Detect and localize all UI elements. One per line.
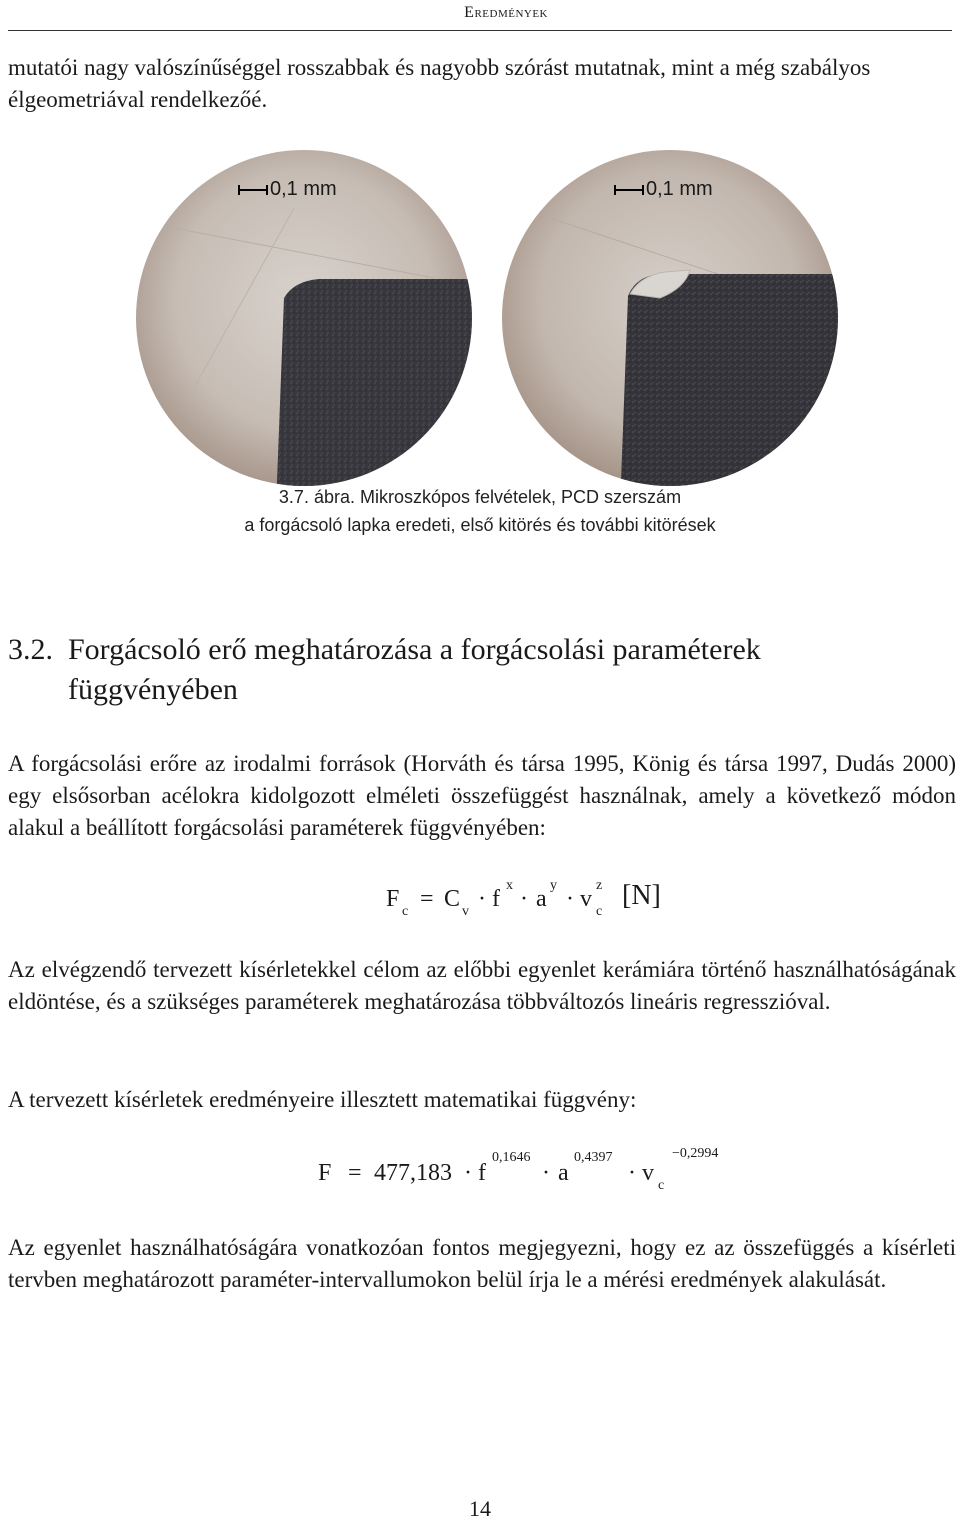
section-title-line1: Forgácsoló erő meghatározása a forgácsolási paraméterek [68, 633, 761, 666]
formula1-v-sub: c [596, 904, 603, 919]
section-title-line2: függvényében [68, 673, 238, 706]
formula2-v: v [642, 1160, 654, 1186]
formula1-f: f [492, 886, 500, 912]
paragraph-goal: Az elvégzendő tervezett kísérletekkel célom az előbbi egyenlet kerámiára történő használhatóságának eldöntése, és a szükséges paraméterek meghatározása többváltozós lineáris regresszióval. [8, 957, 956, 1014]
paragraph-validity: Az egyenlet használhatóságára vonatkozóan fontos megjegyezni, hogy ez az összefüggés a kísérleti tervben meghatározott paraméter-intervallumokon belül írja le a mérési eredmények alakulását. [8, 1235, 956, 1292]
paragraph-literature: A forgácsolási erőre az irodalmi források (Horváth és társa 1995, König és társa 1997, Dudás 2000) egy elsősorban acélokra kidolgozott elméleti összefüggést használnak, amely a következő módon alakul a beállított forgácsolási paraméterek függvényében: [8, 751, 956, 840]
paragraph-fitted: A tervezett kísérletek eredményeire illesztett matematikai függvény: [8, 1087, 637, 1112]
page-number: 14 [469, 1496, 491, 1521]
figure-caption-line2: a forgácsoló lapka eredeti, első kitörés és további kitörések [244, 515, 716, 535]
formula2-f: f [478, 1160, 486, 1186]
formula2-v-exp: −0,2994 [672, 1146, 719, 1161]
formula1-a-sup: y [550, 878, 557, 893]
formula1-C: C [444, 886, 461, 912]
figure-caption-line1: 3.7. ábra. Mikroszkópos felvételek, PCD szerszám [278, 487, 682, 507]
formula2-eq: = [348, 1160, 362, 1186]
header-rule [8, 30, 952, 31]
formula2-coef: 477,183 [374, 1160, 452, 1186]
section-number: 3.2. [8, 633, 53, 666]
formula1-dot3: · [566, 886, 574, 912]
running-header: Eredmények [464, 4, 548, 21]
formula2-dot3: · [628, 1160, 636, 1186]
formula1-F-sub: c [402, 904, 409, 919]
formula2-a: a [558, 1160, 569, 1186]
formula1-C-sub: v [462, 904, 469, 919]
formula1-f-sup: x [506, 878, 513, 893]
formula2-F: F [318, 1160, 332, 1186]
formula2-v-sub: c [658, 1178, 665, 1193]
formula1-unit: [N] [622, 880, 661, 911]
formula1-v-sup: z [596, 878, 603, 893]
formula1-a: a [536, 886, 547, 912]
cutting-force-formula [386, 876, 686, 920]
scale-bar-left [238, 178, 337, 201]
section-heading [8, 630, 948, 710]
formula1-dot2: · [520, 886, 528, 912]
formula1-F: F [386, 886, 400, 912]
scale-label-left: 0,1 mm [270, 178, 337, 200]
formula1-eq: = [420, 886, 434, 912]
formula2-f-exp: 0,1646 [492, 1150, 531, 1165]
formula2-dot1: · [464, 1160, 472, 1186]
scale-bar-right [614, 178, 713, 201]
scale-label-right: 0,1 mm [646, 178, 713, 200]
formula2-dot2: · [542, 1160, 550, 1186]
intro-paragraph: mutatói nagy valószínűséggel rosszabbak és nagyobb szórást mutatnak, mint a még szabályos élgeometriával rendelkezőé. [8, 55, 871, 112]
formula2-a-exp: 0,4397 [574, 1150, 613, 1165]
formula1-dot1: · [478, 886, 486, 912]
micrograph-figure [134, 148, 834, 488]
fitted-formula [318, 1146, 738, 1194]
formula1-v: v [580, 886, 592, 912]
